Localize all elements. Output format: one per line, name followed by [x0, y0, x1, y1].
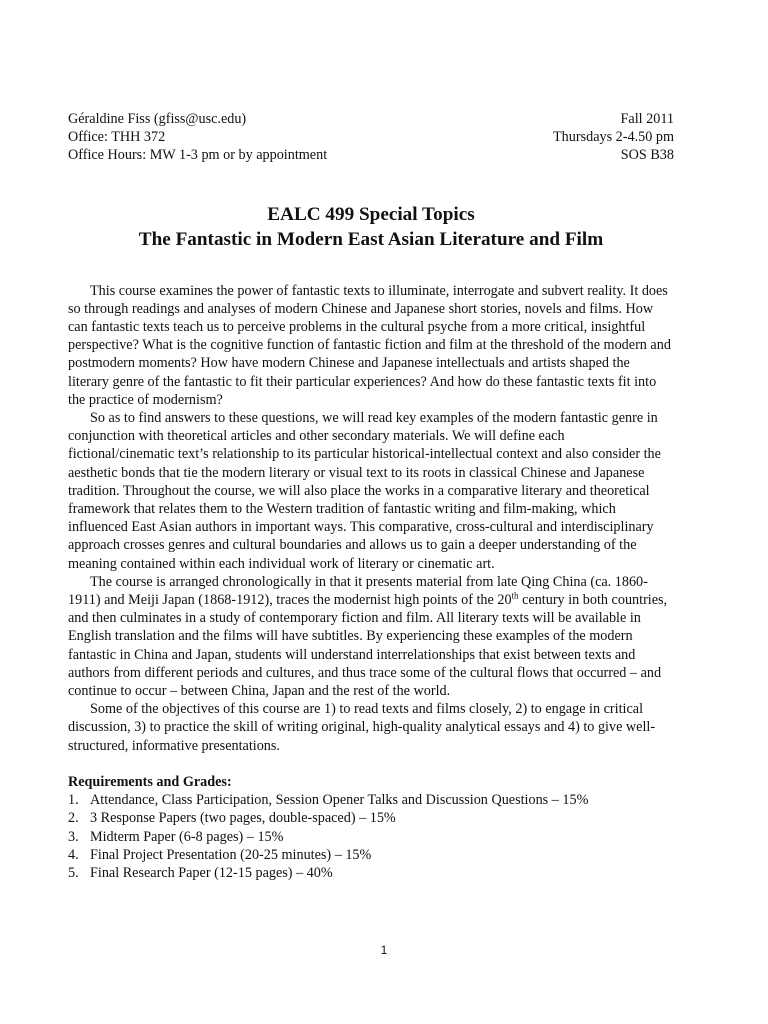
instructor-info [68, 110, 327, 165]
paragraph-approach: So as to find answers to these questions, we will read key examples of the modern fantastic genre in conjunction with theoretical articles and other secondary materials. We will define each fictional/cinematic text’s relationship to its particular historical-intellectual context and also consider the aesthetic bonds that tie the modern literary or visual text to its roots in classical Chinese and Japanese tradition. Throughout the course, we will also place the works in a comparative literary and theoretical framework that relates them to the Western tradition of fantastic writing and film-making, which influenced East Asian authors in important ways. This comparative, cross-cultural and interdisciplinary approach crosses genres and cultural boundaries and allows us to gain a deeper understanding of the meaning contained within each individual work of literary or cinematic art. [68, 410, 661, 572]
course-subtitle: The Fantastic in Modern East Asian Literature and Film [138, 228, 604, 250]
instructor-name-email: Géraldine Fiss (gfiss@usc.edu) [68, 111, 247, 127]
paragraph-arrangement [68, 573, 674, 700]
list-item [68, 791, 674, 809]
course-description [68, 282, 674, 755]
superscript-th: th [511, 590, 519, 601]
page-number: 1 [380, 943, 388, 957]
paragraph-arrangement-start: The course is arranged chronologically in that it presents material from late Qing China (ca. 1860-1911) and Meiji Japan (1868-1912), traces the modernist high points of the 20 [68, 573, 648, 609]
list-item-number: 3. [68, 828, 79, 845]
paragraph-intro: This course examines the power of fantastic texts to illuminate, interrogate and subvert reality. It does so through readings and analyses of modern Chinese and Japanese short stories, novels and films. How can fantastic texts teach us to perceive problems in the cultural psyche from a more critical, insightful perspective? What is the cognitive function of fantastic fiction and film at the threshold of the modern and postmodern moments? How have modern Chinese and Japanese intellectuals and artists shaped the literary genre of the fantastic to fit their particular experiences? And how do these fantastic texts fit into the practice of modernism? [68, 282, 671, 408]
list-item-number: 2. [68, 810, 79, 827]
list-item-text: Final Project Presentation (20-25 minutes) – 15% [90, 846, 372, 863]
syllabus-page [68, 110, 674, 882]
requirements-list [68, 791, 674, 882]
meeting-time: Thursdays 2-4.50 pm [553, 129, 674, 146]
office-location: Office: THH 372 [68, 129, 166, 146]
semester: Fall 2011 [620, 111, 674, 127]
requirements-heading: Requirements and Grades: [68, 773, 232, 790]
list-item-number: 1. [68, 792, 79, 809]
list-item-text: Midterm Paper (6-8 pages) – 15% [90, 828, 284, 845]
syllabus-header [68, 110, 674, 165]
classroom: SOS B38 [620, 147, 674, 164]
paragraph-objectives: Some of the objectives of this course are 1) to read texts and films closely, 2) to engage in critical discussion, 3) to practice the skill of writing original, high-quality analytical essays and 4) to give well-structured, informative presentations. [68, 701, 656, 754]
list-item [68, 846, 674, 864]
course-title-block [68, 202, 674, 252]
list-item-number: 4. [68, 846, 79, 863]
paragraph-arrangement-end: century in both countries, and then culminates in a study of contemporary fiction and film. All literary texts will be available in English translation and the films will have subtitles. By experiencing these examples of the modern fantastic in China and Japan, students will understand interrelationships that exist between texts and authors from different periods and cultures, and thus trace some of the cultural flows that occurred – and continue to occur – between China, Japan and the rest of the world. [68, 592, 668, 700]
list-item-text: Final Research Paper (12-15 pages) – 40% [90, 864, 333, 881]
list-item-number: 5. [68, 864, 79, 881]
list-item-text: 3 Response Papers (two pages, double-spaced) – 15% [90, 810, 396, 827]
list-item [68, 828, 674, 846]
course-schedule-info [553, 110, 674, 165]
list-item [68, 864, 674, 882]
office-hours: Office Hours: MW 1-3 pm or by appointment [68, 147, 328, 164]
course-code-title: EALC 499 Special Topics [267, 203, 475, 225]
list-item [68, 809, 674, 827]
list-item-text: Attendance, Class Participation, Session Opener Talks and Discussion Questions – 15% [90, 792, 589, 809]
